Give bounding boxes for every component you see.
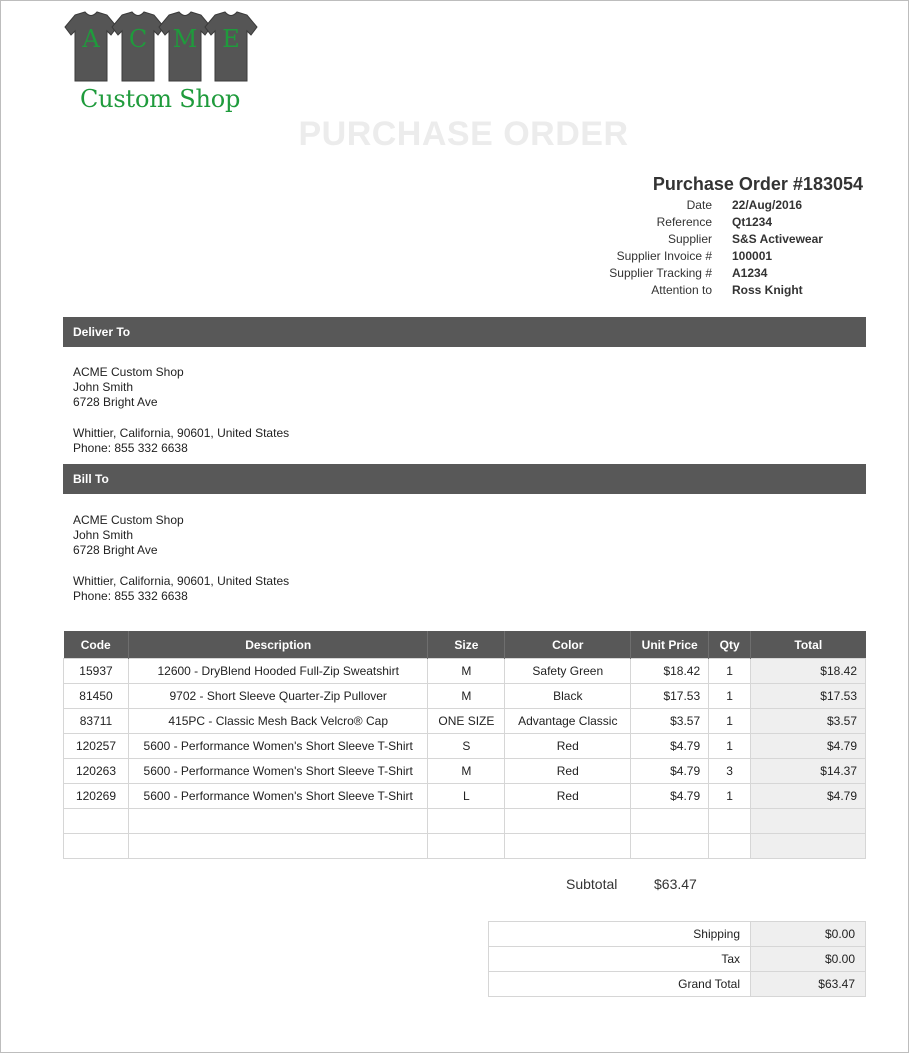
table-cell: Black [505,684,631,709]
table-row [64,759,866,784]
order-field-label: Reference [656,215,712,229]
table-cell: 83711 [64,709,129,734]
table-cell: 1 [709,659,751,684]
table-cell [505,834,631,859]
table-cell [64,809,129,834]
bill-to-address [73,513,289,604]
deliver-to-heading: Deliver To [63,317,866,347]
table-cell: Advantage Classic [505,709,631,734]
totals-table [488,921,866,997]
table-cell [751,834,866,859]
table-cell: 415PC - Classic Mesh Back Velcro® Cap [128,709,427,734]
table-cell [128,809,427,834]
address-line: Phone: 855 332 6638 [73,589,188,603]
totals-label: Grand Total [489,972,751,997]
table-cell: 5600 - Performance Women's Short Sleeve T-Shirt [128,759,427,784]
totals-row [489,947,866,972]
address-line: John Smith [73,380,134,394]
table-cell: $4.79 [751,784,866,809]
totals-label: Tax [489,947,751,972]
table-row [64,684,866,709]
table-cell: 9702 - Short Sleeve Quarter-Zip Pullover [128,684,427,709]
table-cell: 12600 - DryBlend Hooded Full-Zip Sweatshirt [128,659,427,684]
table-cell [631,834,709,859]
order-field-label: Supplier Tracking # [609,266,712,280]
table-cell [505,809,631,834]
table-cell: Red [505,784,631,809]
table-cell: S [428,734,505,759]
table-cell: 5600 - Performance Women's Short Sleeve T-Shirt [128,734,427,759]
table-cell: $4.79 [751,734,866,759]
column-header: Color [505,631,631,659]
order-field-value: Ross Knight [732,283,803,297]
table-cell: $18.42 [631,659,709,684]
logo-letter: E [222,25,240,53]
address-line: John Smith [73,528,134,542]
table-cell [751,809,866,834]
order-field-label: Supplier Invoice # [616,249,712,263]
table-cell: $17.53 [631,684,709,709]
table-cell [128,834,427,859]
table-cell: Safety Green [505,659,631,684]
table-cell: $14.37 [751,759,866,784]
bill-to-heading: Bill To [63,464,866,494]
table-cell: L [428,784,505,809]
table-cell: M [428,659,505,684]
column-header: Code [64,631,129,659]
order-field-label: Supplier [667,232,712,246]
column-header: Unit Price [631,631,709,659]
address-line: 6728 Bright Ave [73,395,158,409]
purchase-order-title: Purchase Order #183054 [652,174,863,194]
address-line: Whittier, California, 90601, United States [73,426,290,440]
deliver-to-address [73,365,289,456]
purchase-order-watermark: PURCHASE ORDER [298,115,629,153]
table-cell: 15937 [64,659,129,684]
column-header: Qty [709,631,751,659]
table-cell: $17.53 [751,684,866,709]
totals-value: $0.00 [751,947,866,972]
logo-letter: A [82,25,100,53]
table-row [64,709,866,734]
table-cell: $18.42 [751,659,866,684]
table-cell: $3.57 [631,709,709,734]
table-row [64,734,866,759]
table-cell: 3 [709,759,751,784]
address-line: ACME Custom Shop [73,513,184,527]
order-field-value: 22/Aug/2016 [732,198,803,212]
totals-value: $63.47 [751,972,866,997]
logo-custom-shop-text: Custom Shop [80,85,241,113]
totals-row [489,972,866,997]
address-line: Whittier, California, 90601, United States [73,574,290,588]
table-cell: 1 [709,784,751,809]
line-items-table [63,631,866,859]
address-line: ACME Custom Shop [73,365,184,379]
column-header: Total [751,631,866,659]
table-cell: $3.57 [751,709,866,734]
tshirt-icon [205,12,257,81]
table-cell: Red [505,734,631,759]
address-line [73,410,289,426]
logo-letter: C [128,25,148,53]
order-field-label: Attention to [651,283,712,297]
order-field-value: A1234 [732,266,768,280]
table-row [64,834,866,859]
table-cell [428,809,505,834]
table-cell [428,834,505,859]
tshirt-icon [159,12,211,81]
order-field-value: 100001 [732,249,773,263]
order-field-value: S&S Activewear [732,232,823,246]
table-cell [64,834,129,859]
table-cell: M [428,684,505,709]
table-cell [709,834,751,859]
address-line: Phone: 855 332 6638 [73,441,188,455]
logo-letter: M [172,25,198,53]
subtotal-label: Subtotal [566,876,618,892]
table-cell: 120263 [64,759,129,784]
table-cell: $4.79 [631,784,709,809]
table-cell: 120257 [64,734,129,759]
tshirt-icon [65,12,117,81]
table-cell: 81450 [64,684,129,709]
table-cell: M [428,759,505,784]
table-cell: 120269 [64,784,129,809]
table-cell: 1 [709,734,751,759]
totals-value: $0.00 [751,922,866,947]
subtotal-value: $63.47 [654,876,697,892]
table-row [64,809,866,834]
table-cell: 5600 - Performance Women's Short Sleeve T-Shirt [128,784,427,809]
tshirt-icon [112,12,164,81]
order-field-value: Qt1234 [732,215,773,229]
table-cell [709,809,751,834]
table-row [64,659,866,684]
order-field-label: Date [686,198,712,212]
table-row [64,784,866,809]
totals-row [489,922,866,947]
address-line: 6728 Bright Ave [73,543,158,557]
column-header: Description [128,631,427,659]
column-header: Size [428,631,505,659]
table-cell [631,809,709,834]
table-cell: Red [505,759,631,784]
totals-label: Shipping [489,922,751,947]
table-cell: ONE SIZE [428,709,505,734]
table-cell: $4.79 [631,759,709,784]
table-cell: 1 [709,709,751,734]
table-cell: $4.79 [631,734,709,759]
table-cell: 1 [709,684,751,709]
address-line [73,558,289,574]
